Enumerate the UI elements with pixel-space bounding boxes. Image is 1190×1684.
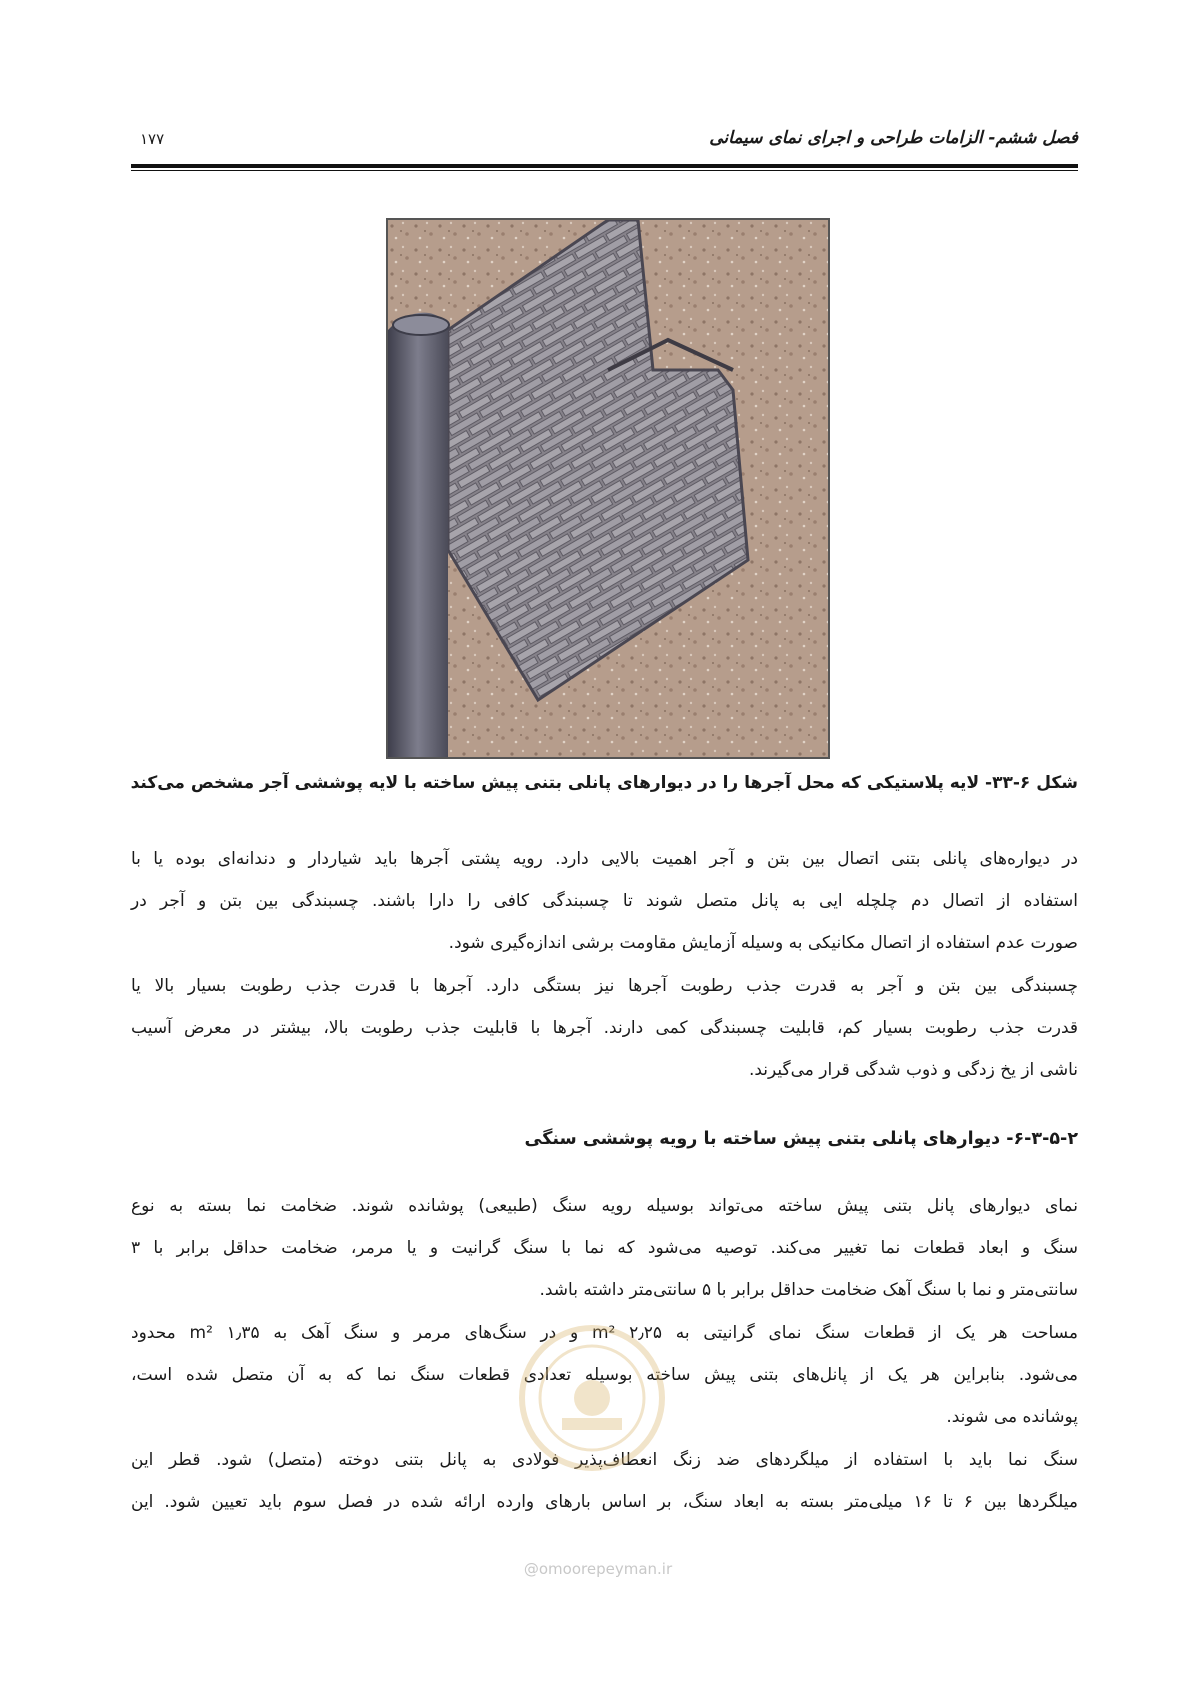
section-heading: ۶-۳-۵-۲- دیوارهای پانلی بتنی پیش ساخته با رویه پوششی سنگی (524, 1129, 1078, 1149)
paragraph-line: ناشی از یخ زدگی و ذوب شدگی قرار می‌گیرند. (748, 1060, 1078, 1080)
paragraph-moisture-absorption (131, 965, 1078, 1091)
paragraph-line: پوشانده می شوند. (946, 1407, 1078, 1427)
paragraph-line: نمای دیوارهای پانل بتنی پیش ساخته می‌تواند بوسیله رویه سنگ (طبیعی) پوشانده شوند. ضخامت نما بسته به نوع (131, 1196, 1078, 1216)
paragraph-line: سنگ نما باید با استفاده از میلگردهای ضد زنگ انعطاف‌پذیر فولادی به پانل بتنی دوخته (متصل) شود. قطر این (131, 1450, 1078, 1470)
watermark-text: @omoorepeyman.ir (523, 1560, 673, 1578)
paragraph-line: صورت عدم استفاده از اتصال مکانیکی به وسیله آزمایش مقاومت برشی اندازه‌گیری شود. (448, 933, 1078, 953)
header-rule-thick (131, 164, 1078, 168)
paragraph-line: مساحت هر یک از قطعات سنگ نمای گرانیتی به m² ۲٫۲۵ و در سنگ‌های مرمر و سنگ آهک به m² ۱٫۳۵ محدود (131, 1323, 1078, 1343)
watermark-seal-icon (492, 1310, 692, 1480)
paragraph-brick-bond (131, 838, 1078, 964)
paragraph-line: قدرت جذب رطوبت بسیار کم، قابلیت چسبندگی کمی دارند. آجرها با قابلیت جذب رطوبت بالا، بیشتر در معرض آسیب (131, 1018, 1078, 1038)
header-rule-thin (131, 170, 1078, 171)
paragraph-line: استفاده از اتصال دم چلچله ایی به پانل متصل شوند تا چسبندگی کافی را دارا باشند. چسبندگی بین بتن و آجر در (131, 891, 1078, 911)
brick-liner-photo (388, 220, 828, 757)
paragraph-line: میلگردها بین ۶ تا ۱۶ میلی‌متر بسته به ابعاد سنگ، بر اساس بارهای وارده ارائه شده در فصل سوم باید تعیین شود. این (131, 1492, 1079, 1512)
page-number: ۱۷۷ (140, 130, 165, 148)
paragraph-line: در دیواره‌های پانلی بتنی اتصال بین بتن و آجر اهمیت بالایی دارد. رویه پشتی آجرها باید شیاردار و دندانه‌ای بوده یا با (131, 849, 1078, 869)
paragraph-line: چسبندگی بین بتن و آجر به قدرت جذب رطوبت آجرها نیز بستگی دارد. آجرها با قدرت جذب رطوبت بسیار بالا یا (131, 976, 1078, 996)
paragraph-stone-facing (131, 1185, 1078, 1311)
page-header (131, 128, 1078, 158)
paragraph-line: سنگ و ابعاد قطعات نما تغییر می‌کند. توصیه می‌شود که نما با سنگ گرانیت و یا مرمر، ضخامت حداقل برابر با ۳ (131, 1238, 1078, 1258)
figure-photo (386, 218, 830, 759)
chapter-title: فصل ششم- الزامات طراحی و اجرای نمای سیمانی (709, 128, 1078, 148)
figure-caption: شکل ۶-۳۳- لایه پلاستیکی که محل آجرها را در دیوارهای پانلی بتنی پیش ساخته با لایه پوششی آجر مشخص می‌کند (130, 773, 1078, 793)
paragraph-line: می‌شود. بنابراین هر یک از پانل‌های بتنی پیش ساخته بوسیله تعدادی قطعات سنگ نما که به آن متصل شده است، (131, 1365, 1078, 1385)
paragraph-line: سانتی‌متر و نما با سنگ آهک ضخامت حداقل برابر با ۵ سانتی‌متر داشته باشد. (539, 1280, 1078, 1300)
